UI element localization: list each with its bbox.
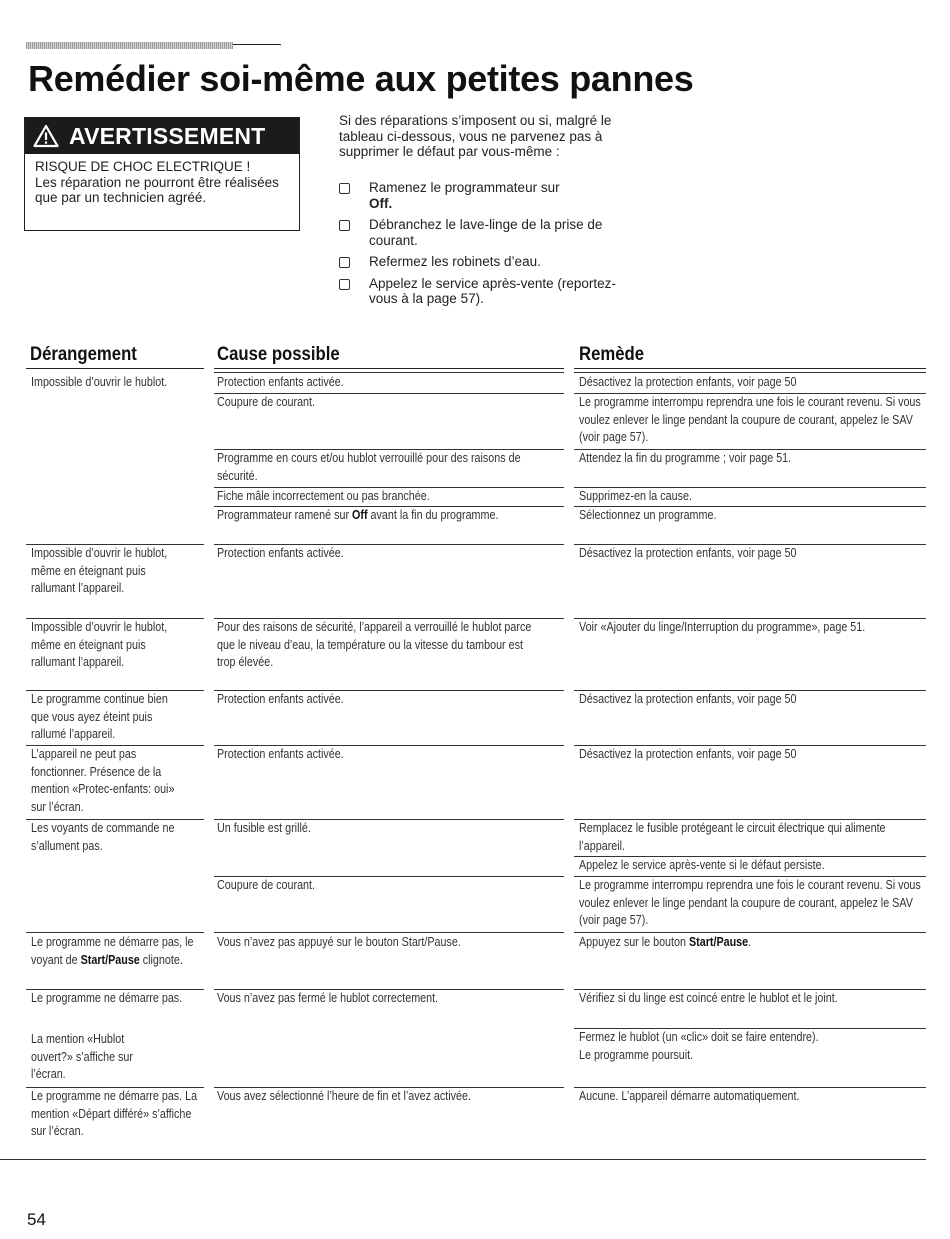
row-rule [574,393,926,394]
header-remedy: Remède [579,344,645,365]
row-rule [574,989,926,990]
fault-cell: Impossible d’ouvrir le hublot, même en éteignant puis rallumant l’appareil. [31,546,168,595]
warning-box [24,117,300,231]
warning-triangle-icon [33,124,59,148]
fault-cell [31,934,199,969]
remedy-bold-text: Start/Pause [688,935,749,949]
row-rule [214,876,564,877]
row-rule [214,618,564,619]
row-rule [214,989,564,990]
step-item [339,180,629,211]
checkbox-icon [339,257,350,268]
cause-cell: Vous avez sélectionné l’heure de fin et l’avez activée. [217,1089,471,1103]
row-rule [574,506,926,507]
step-text: Ramenez le programmateur sur [369,180,560,195]
cause-text: Programmateur ramené sur [217,508,353,522]
cause-cell: Protection enfants activée. [217,692,344,706]
row-rule [26,544,204,545]
remedy-cell: Aucune. L’appareil démarre automatiquement. [579,1089,800,1103]
row-rule [214,690,564,691]
step-text: Appelez le service après-vente (reportez-vous à la page 57). [369,275,616,306]
decorative-header-bar [26,42,233,49]
fault-cell: La mention «Hublot ouvert?» s’affiche sur l’écran. [31,1032,133,1081]
cause-cell: Vous n’avez pas fermé le hublot correctement. [217,991,439,1005]
step-item [339,217,629,248]
remedy-cell: Attendez la fin du programme ; voir page 51. [579,451,792,465]
row-rule [26,745,204,746]
header-rule [214,368,564,369]
step-text: Refermez les robinets d’eau. [369,254,541,269]
row-rule [214,393,564,394]
decorative-header-line [233,44,281,45]
row-rule [574,690,926,691]
remedy-cell: Remplacez le fusible protégeant le circuit électrique qui alimente l’appareil. [579,821,886,853]
cause-cell [217,507,501,525]
table-bottom-rule [0,1159,926,1160]
remedy-cell: Désactivez la protection enfants, voir page 50 [579,692,797,706]
row-rule [574,819,926,820]
cause-cell: Programme en cours et/ou hublot verrouillé pour des raisons de sécurité. [217,451,521,483]
cause-cell: Vous n’avez pas appuyé sur le bouton Start/Pause. [217,935,461,949]
cause-cell: Coupure de courant. [217,395,316,409]
row-rule [574,487,926,488]
fault-cell: Impossible d’ouvrir le hublot. [31,375,168,389]
row-rule [574,618,926,619]
step-text: Débranchez le lave-linge de la prise de courant. [369,217,603,248]
remedy-text: Appuyez sur le bouton [579,935,689,949]
row-rule [214,932,564,933]
row-rule [574,745,926,746]
row-rule [26,690,204,691]
remedy-cell: Sélectionnez un programme. [579,508,717,522]
remedy-cell: Appelez le service après-vente si le défaut persiste. [579,858,825,872]
remedy-cell: Le programme interrompu reprendra une fois le courant revenu. Si vous voulez enlever le linge pendant la coupure de courant, appelez le SAV (voir page 57). [579,395,921,444]
remedy-cell: Désactivez la protection enfants, voir page 50 [579,747,797,761]
step-bold-text: Off. [369,195,393,211]
row-rule [26,1087,204,1088]
row-rule [214,506,564,507]
warning-label: AVERTISSEMENT [69,122,266,149]
remedy-text: . [748,935,752,949]
remedy-cell: Désactivez la protection enfants, voir page 50 [579,546,797,560]
cause-cell: Pour des raisons de sécurité, l’appareil a verrouillé le hublot parce que le niveau d’eau, la température ou la vitesse du tambour est trop élevée. [217,620,532,669]
fault-bold-text: Start/Pause [80,952,140,967]
cause-cell: Protection enfants activée. [217,375,344,389]
fault-cell: Le programme ne démarre pas. [31,991,183,1005]
fault-text: clignote. [139,952,183,967]
row-rule [26,989,204,990]
remedy-cell [579,934,914,952]
row-rule [214,544,564,545]
checkbox-icon [339,220,350,231]
row-rule [214,449,564,450]
fault-cell: L’appareil ne peut pas fonctionner. Présence de la mention «Protec-enfants: oui» sur l’écran. [31,747,175,814]
cause-cell: Un fusible est grillé. [217,821,311,835]
fault-cell: Le programme continue bien que vous ayez éteint puis rallumé l’appareil. [31,692,168,741]
fault-cell: Le programme ne démarre pas. La mention «Départ différé» s’affiche sur l’écran. [31,1089,198,1138]
remedy-cell: Supprimez-en la cause. [579,489,692,503]
remedy-cell: Voir «Ajouter du linge/Interruption du programme», page 51. [579,620,866,634]
header-cause: Cause possible [217,344,340,365]
header-fault: Dérangement [30,344,137,365]
row-rule [574,372,926,373]
checkbox-icon [339,279,350,290]
remedy-cell: Vérifiez si du linge est coincé entre le hublot et le joint. [579,991,838,1005]
page-title: Remédier soi-même aux petites pannes [28,58,694,99]
row-rule [574,449,926,450]
row-rule [214,745,564,746]
row-rule [574,876,926,877]
checkbox-icon [339,183,350,194]
row-rule [574,1087,926,1088]
step-item [339,276,629,307]
header-rule [574,368,926,369]
cause-cell: Fiche mâle incorrectement ou pas branchée. [217,489,430,503]
remedy-cell: Fermez le hublot (un «clic» doit se faire entendre). [579,1030,819,1044]
remedy-cell: Le programme poursuit. [579,1048,694,1062]
cause-cell: Coupure de courant. [217,878,316,892]
warning-line-1: RISQUE DE CHOC ELECTRIQUE ! [35,159,251,174]
fault-cell: Les voyants de commande ne s’allument pas. [31,821,175,853]
fault-cell: Impossible d’ouvrir le hublot, même en éteignant puis rallumant l’appareil. [31,620,168,669]
row-rule [214,819,564,820]
row-rule [574,932,926,933]
cause-text: avant la fin du programme. [367,508,499,522]
row-rule [214,487,564,488]
row-rule [26,618,204,619]
warning-header [25,118,299,154]
cause-cell: Protection enfants activée. [217,546,344,560]
row-rule [26,932,204,933]
cause-bold-text: Off [352,508,368,522]
remedy-cell: Le programme interrompu reprendra une fois le courant revenu. Si vous voulez enlever le linge pendant la coupure de courant, appelez le SAV (voir page 57). [579,878,921,927]
row-rule [214,1087,564,1088]
row-rule [574,1028,926,1029]
warning-body [25,154,299,206]
page-number: 54 [27,1210,46,1229]
header-rule [26,368,204,369]
row-rule [26,819,204,820]
row-rule [574,544,926,545]
intro-text: Si des réparations s’imposent ou si, malgré le tableau ci-dessous, vous ne parvenez pas à supprimer le défaut par vous-même : [339,113,612,159]
cause-cell: Protection enfants activée. [217,747,344,761]
row-rule [574,856,926,857]
remedy-cell: Désactivez la protection enfants, voir page 50 [579,375,797,389]
fault-text: Le programme ne démarre pas, le voyant de [31,935,194,967]
row-rule [214,372,564,373]
steps-list [339,180,629,313]
warning-line-2: Les réparation ne pourront être réalisées que par un technicien agréé. [35,174,279,205]
step-item [339,254,629,270]
